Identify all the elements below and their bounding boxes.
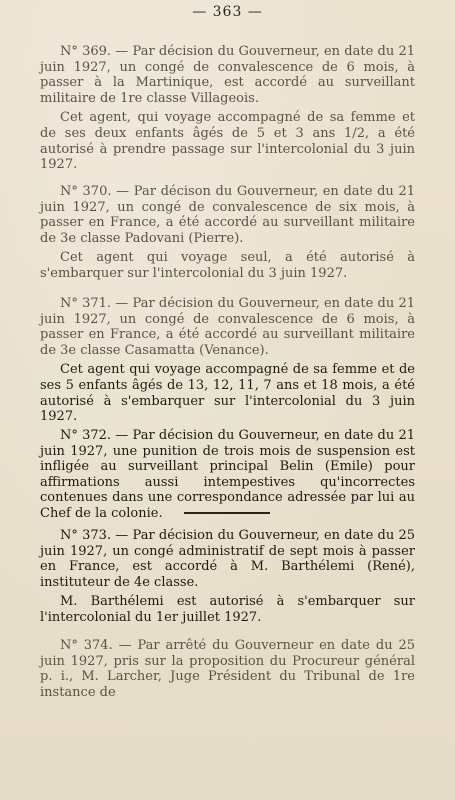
decision-entry-371 — [40, 296, 415, 429]
entry-paragraph: N° 371. — Par décision du Gouverneur, en date du 21 juin 1927, un congé de convalescence de 6 mois, à passer en France, a été accordé au surveillant militaire de 3e classe Casamatta (Venance). — [40, 296, 415, 358]
decision-entry-370 — [40, 184, 415, 286]
decision-entry-369 — [40, 44, 415, 177]
entry-paragraph: N° 370. — Par décison du Gouverneur, en date du 21 juin 1927, un congé de convalescence de six mois, à passer en France, a été accordé au surveillant militaire de 3e classe Padovani (Pierre). — [40, 184, 415, 246]
entry-paragraph: N° 372. — Par décision du Gouverneur, en date du 21 juin 1927, une punition de trois mois de suspension est infligée au surveillant principal Belin (Emile) pour affirmations aussi intempestives qu'incorrectes contenues dans une correspondance adressée par lui au Chef de la colonie. — [40, 428, 415, 521]
entry-paragraph: N° 369. — Par décision du Gouverneur, en date du 21 juin 1927, un congé de convalescence de 6 mois, à passer à la Martinique, est accordé au surveillant militaire de 1re classe Villageois. — [40, 44, 415, 106]
decision-entry-374 — [40, 638, 415, 704]
decision-entry-372 — [40, 428, 415, 526]
entry-paragraph: N° 374. — Par arrêté du Gouverneur en date du 25 juin 1927, pris sur la proposition du Procureur général p. i., M. Larcher, Juge Président du Tribunal de 1re instance de — [40, 638, 415, 700]
entry-paragraph: Cet agent, qui voyage accompagné de sa femme et de ses deux enfants âgés de 5 et 3 ans 1/2, a été autorisé à prendre passage sur l'intercolonial du 3 juin 1927. — [40, 110, 415, 173]
entry-paragraph: Cet agent qui voyage accompagné de sa femme et de ses 5 enfants âgés de 13, 12, 11, 7 ans et 18 mois, a été autorisé à s'embarquer sur l'intercolonial du 3 juin 1927. — [40, 362, 415, 425]
page-number-header: — 363 — — [192, 4, 263, 20]
entry-paragraph: Cet agent qui voyage seul, a été autorisé à s'embarquer sur l'intercolonial du 3 juin 1927. — [40, 250, 415, 281]
decision-entry-373 — [40, 528, 415, 630]
entry-paragraph: M. Barthélemi est autorisé à s'embarquer sur l'intercolonial du 1er juillet 1927. — [40, 594, 415, 625]
section-divider-rule — [184, 512, 270, 514]
entry-paragraph: N° 373. — Par décision du Gouverneur, en date du 25 juin 1927, un congé administratif de sept mois à passer en France, est accordé à M. Barthélemi (René), instituteur de 4e classe. — [40, 528, 415, 590]
